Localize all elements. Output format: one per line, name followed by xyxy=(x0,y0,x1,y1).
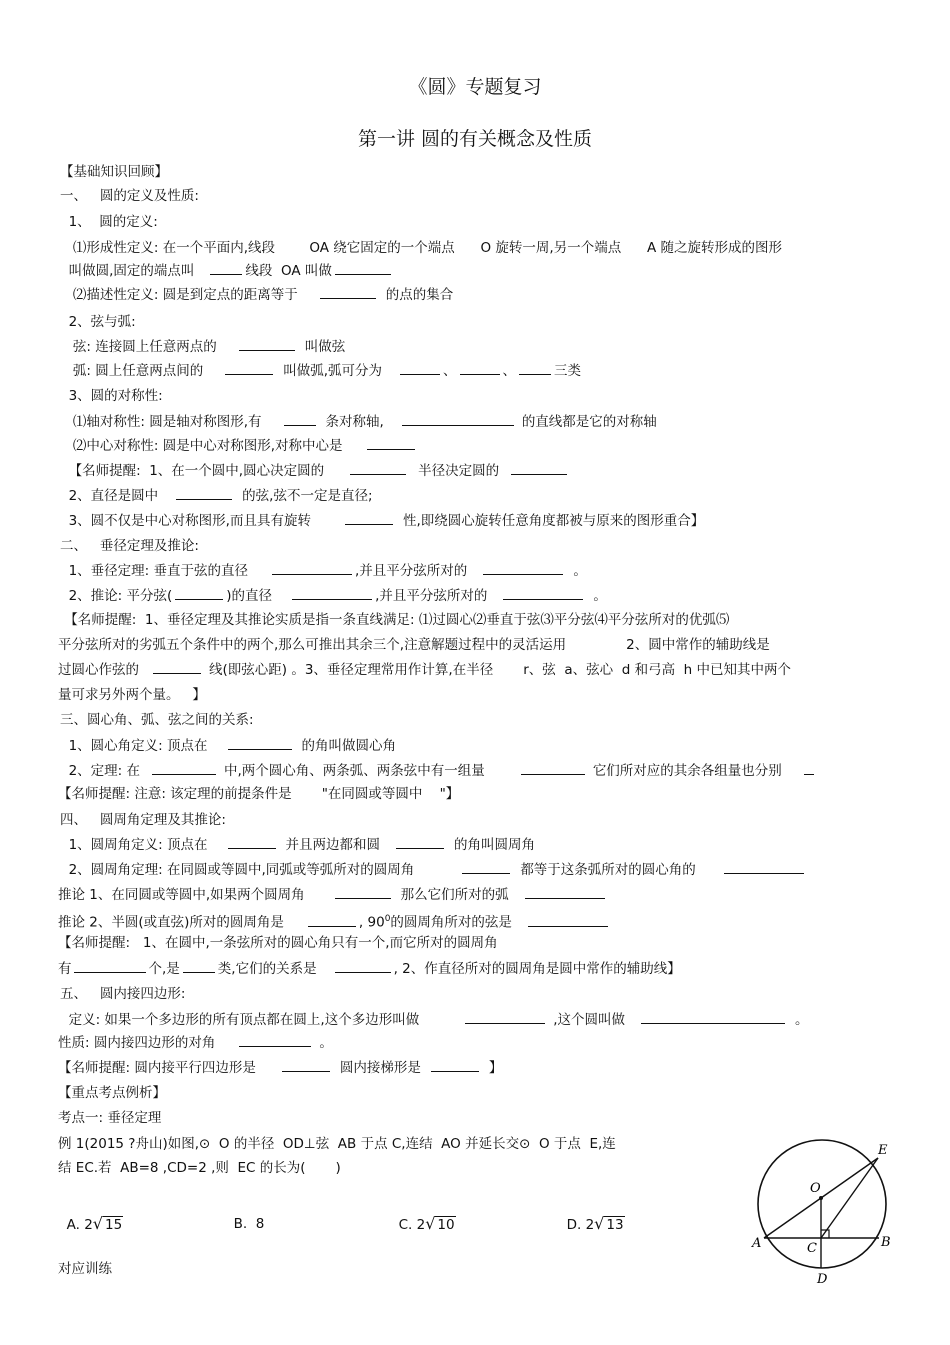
line-tip-perp-4: 量可求另外两个量。 】 xyxy=(58,687,206,703)
line-inscribed-angle-def: 1、圆周角定义: 顶点在 并且两边都和圆 的角叫圆周角 xyxy=(60,837,536,853)
line-central-angle-def: 1、圆心角定义: 顶点在 的角叫做圆心角 xyxy=(60,738,397,754)
line-cyclic-property: 性质: 圆内接四边形的对角 。 xyxy=(58,1035,333,1051)
topic-1-heading: 考点一: 垂径定理 xyxy=(58,1110,162,1126)
line-tip-inscribed-2: 有 个,是 类,它们的关系是 , 2、作直径所对的圆周角是圆中常作的辅助线】 xyxy=(58,961,681,977)
label-a: A xyxy=(752,1236,762,1251)
item-circle-definition: 1、 圆的定义: xyxy=(60,214,158,230)
line-axis-symmetry: ⑴轴对称性: 圆是轴对称图形,有 条对称轴, 的直线都是它的对称轴 xyxy=(60,414,657,430)
item-chord-arc: 2、弦与弧: xyxy=(60,314,136,330)
line-description-def: ⑵描述性定义: 圆是到定点的距离等于 的点的集合 xyxy=(60,287,454,303)
section-5-heading: 五、 圆内接四边形: xyxy=(60,986,186,1002)
line-formation-def-2: 叫做圆,固定的端点叫 线段 OA 叫做 xyxy=(60,262,394,280)
line-center-symmetry: ⑵中心对称性: 圆是中心对称图形,对称中心是 xyxy=(60,437,418,455)
option-d: D. 2√ 13 xyxy=(566,1214,624,1233)
practice-heading: 对应训练 xyxy=(58,1261,112,1277)
line-inscribed-angle-theorem: 2、圆周角定理: 在同圆或等圆中,同弧或等弧所对的圆周角 都等于这条弧所对的圆心角的 xyxy=(60,861,807,879)
example-1-text: 例 1(2015 ?舟山)如图,⊙ O 的半径 OD⊥弦 AB 于点 C,连结 AO 并延长交⊙ O 于点 E,连 xyxy=(58,1136,616,1152)
center-point xyxy=(819,1196,823,1200)
line-tip-perp-3: 过圆心作弦的 线(即弦心距) 。3、垂径定理常用作计算,在半径 r、弦 a、弦心 d 和弓高 h 中已知其中两个 xyxy=(58,662,792,678)
option-b: B. 8 xyxy=(233,1216,265,1232)
line-corollary-2: 推论 2、半圆(或直弦)所对的圆周角是 , $90^0$的圆周角所对的弦是 xyxy=(58,910,611,932)
line-central-angle-theorem: 2、定理: 在 中,两个圆心角、两条弧、两条弦中有一组量 它们所对应的其余各组量也分别 xyxy=(60,762,817,780)
line-cyclic-def: 定义: 如果一个多边形的所有顶点都在圆上,这个多边形叫做 ,这个圆叫做 。 xyxy=(60,1012,809,1028)
section-heading-basics: 【基础知识回顾】 xyxy=(60,164,168,180)
line-tip-central: 【名师提醒: 注意: 该定理的前提条件是 "在同圆或等圆中 "】 xyxy=(58,786,460,802)
line-corollary-1: 推论 1、在同圆或等圆中,如果两个圆周角 那么它们所对的弧 xyxy=(58,886,608,904)
option-c: C. 2√ 10 xyxy=(398,1214,455,1233)
label-o: O xyxy=(810,1181,821,1196)
segment-ec xyxy=(821,1158,878,1238)
section-4-heading: 四、 圆周角定理及其推论: xyxy=(60,812,226,828)
doc-subtitle: 第一讲 圆的有关概念及性质 xyxy=(357,128,593,150)
doc-title: 《圆》专题复习 xyxy=(408,76,542,98)
line-tip-perp-2: 平分弦所对的劣弧五个条件中的两个,那么可推出其余三个,注意解题过程中的灵活运用 2、圆中常作的辅助线是 xyxy=(58,637,770,653)
line-tip-2: 2、直径是圆中 的弦,弦不一定是直径; xyxy=(60,488,373,504)
line-tip-1: 【名师提醒: 1、在一个圆中,圆心决定圆的 半径决定圆的 xyxy=(60,462,570,480)
example-1-text-2: 结 EC.若 AB=8 ,CD=2 ,则 EC 的长为( ) xyxy=(58,1160,341,1176)
circle-o xyxy=(758,1140,886,1268)
line-corollary: 2、推论: 平分弦( )的直径 ,并且平分弦所对的 。 xyxy=(60,588,607,604)
line-tip-inscribed: 【名师提醒: 1、在圆中,一条弦所对的圆心角只有一个,而它所对的圆周角 xyxy=(58,935,498,951)
line-chord-def: 弦: 连接圆上任意两点的 叫做弦 xyxy=(60,339,346,355)
circle-figure xyxy=(742,1126,902,1286)
line-tip-3: 3、圆不仅是中心对称图形,而且具有旋转 性,即绕圆心旋转任意角度都被与原来的图形重合】 xyxy=(60,513,705,529)
section-2-heading: 二、 垂径定理及推论: xyxy=(60,538,199,554)
line-arc-def: 弧: 圆上任意两点间的 叫做弧,弧可分为 、 、 三类 xyxy=(60,363,582,379)
item-symmetry: 3、圆的对称性: xyxy=(60,388,163,404)
label-d: D xyxy=(817,1272,828,1286)
line-perp-theorem: 1、垂径定理: 垂直于弦的直径 ,并且平分弦所对的 。 xyxy=(60,563,587,579)
label-e: E xyxy=(878,1143,888,1158)
line-formation-def: ⑴形成性定义: 在一个平面内,线段 OA 绕它固定的一个端点 O 旋转一周,另一个端点 A 随之旋转形成的图形 xyxy=(60,240,782,256)
label-b: B xyxy=(881,1235,891,1250)
label-c: C xyxy=(807,1241,817,1256)
section-1-heading: 一、 圆的定义及性质: xyxy=(60,188,199,204)
line-tip-perp: 【名师提醒: 1、垂径定理及其推论实质是指一条直线满足: ⑴过圆心⑵垂直于弦⑶平分弦⑷平分弦所对的优弧⑸ xyxy=(60,612,730,628)
option-a: A. 2√ 15 xyxy=(66,1214,123,1233)
section-key-points: 【重点考点例析】 xyxy=(58,1085,166,1101)
line-tip-cyclic: 【名师提醒: 圆内接平行四边形是 圆内接梯形是 】 xyxy=(58,1060,503,1076)
section-3-heading: 三、圆心角、弧、弦之间的关系: xyxy=(60,712,254,728)
